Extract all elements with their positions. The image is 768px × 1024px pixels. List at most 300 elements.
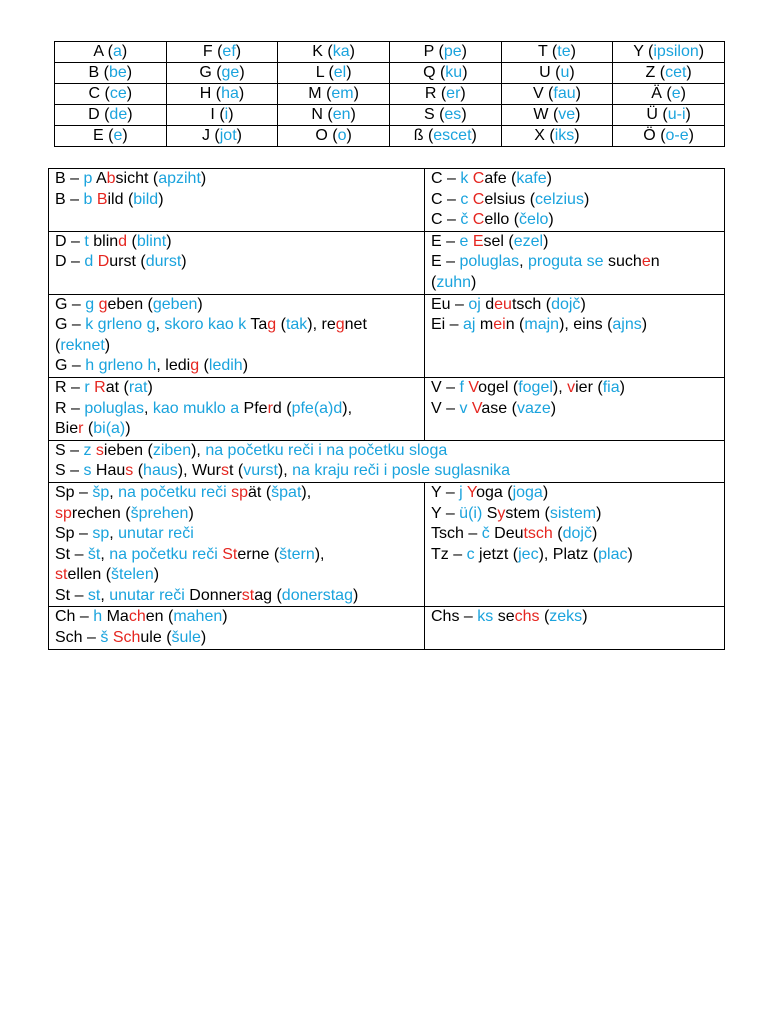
pronunciation-text: na kraju reči i posle suglasnika [292, 462, 511, 480]
pronunciation-text: z [83, 441, 92, 459]
text-run: ) [352, 586, 359, 604]
rule-line [55, 441, 718, 462]
alphabet-row [55, 42, 725, 63]
pronunciation-text: el [333, 64, 347, 81]
rule-line [55, 169, 418, 190]
rule-line [431, 524, 718, 545]
pronunciation-text: c [460, 190, 469, 208]
rule-line [55, 607, 418, 628]
highlighted-letters: B [96, 190, 108, 208]
pronunciation-text: špat [271, 483, 302, 501]
text-run: G – [55, 357, 86, 375]
rule-line [55, 419, 418, 440]
text-run: I ( [210, 106, 225, 123]
text-run: ) [188, 504, 194, 522]
pronunciation-text: st [87, 586, 101, 604]
text-run: ) [575, 85, 581, 102]
text-run: ) [550, 399, 557, 417]
text-run: V – [431, 378, 460, 396]
pronunciation-text: ledih [208, 357, 243, 375]
text-run: R ( [424, 85, 447, 102]
text-run: P ( [423, 43, 444, 60]
text-run: ) [197, 295, 203, 313]
text-run: ), Platz ( [538, 545, 599, 563]
text-run: ), Wur [177, 462, 222, 480]
text-run: net [344, 316, 367, 334]
text-run: ) [200, 170, 207, 187]
text-run: ), re [307, 316, 336, 334]
rule-line [431, 378, 718, 399]
text-run: Chs – [431, 608, 478, 626]
alphabet-cell [501, 63, 613, 84]
rule-line [55, 524, 418, 545]
rule-cell-left [49, 482, 425, 607]
text-run: Sp – [55, 483, 93, 501]
text-run: ät ( [248, 483, 272, 501]
rule-cell-left [49, 377, 425, 440]
rule-line [431, 232, 718, 253]
text-run: ) [619, 378, 625, 396]
pronunciation-text: ce [109, 85, 127, 102]
text-run: ) [574, 127, 580, 144]
rule-cell-left [49, 294, 425, 377]
text-run: St – [55, 545, 88, 563]
text-run: ) [236, 127, 242, 144]
text-run: G – [55, 295, 86, 313]
highlighted-letters: C [472, 211, 485, 229]
text-run: ) [688, 127, 694, 144]
rule-cell-right [425, 482, 725, 607]
alphabet-cell [55, 126, 167, 147]
rule-row [49, 482, 725, 607]
pronunciation-text: jec [518, 545, 539, 563]
pronunciation-text: fau [553, 85, 576, 102]
pronunciation-text: c [466, 545, 475, 563]
text-run: ier ( [575, 378, 603, 396]
rule-row [49, 231, 725, 294]
rule-line [55, 504, 418, 525]
pronunciation-text: št [87, 545, 101, 563]
pronunciation-text: f [459, 378, 464, 396]
text-run: ), [191, 441, 206, 459]
text-run: such [603, 253, 642, 271]
text-run: D – [55, 253, 85, 271]
rule-line [55, 295, 418, 316]
pronunciation-text: u [560, 64, 570, 81]
pronunciation-text: zuhn [436, 273, 472, 291]
text-run: ) [349, 43, 355, 60]
highlighted-letters: r [267, 399, 273, 417]
highlighted-letters: g [267, 316, 277, 334]
highlighted-letters: V [468, 378, 479, 396]
pronunciation-text: fia [602, 378, 620, 396]
text-run: ello ( [484, 211, 520, 229]
rule-line [431, 315, 718, 336]
pronunciation-text: a [112, 43, 122, 60]
text-run: K ( [312, 43, 333, 60]
text-run: C – [431, 211, 461, 229]
alphabet-cell [55, 63, 167, 84]
alphabet-cell [166, 42, 278, 63]
alphabet-cell [613, 105, 725, 126]
text-run: ) [641, 316, 648, 334]
pronunciation-text: kao muklo a [152, 399, 240, 417]
text-run: M ( [308, 85, 332, 102]
text-run: ) [346, 64, 352, 81]
text-run: ild ( [107, 190, 134, 208]
pronunciation-text: ge [221, 64, 240, 81]
pronunciation-text: h grleno h [85, 357, 157, 375]
pronunciation-text: bi(a) [93, 420, 126, 438]
highlighted-letters: ei [493, 316, 506, 334]
text-run: ) [228, 106, 234, 123]
text-run: ) [126, 85, 133, 102]
text-run: ) [546, 170, 552, 187]
alphabet-row [55, 105, 725, 126]
pronunciation-text: escet [433, 127, 472, 144]
text-run: Pfe [239, 399, 268, 417]
text-run: urst ( [109, 253, 146, 271]
pronunciation-text: štern [279, 545, 315, 563]
pronunciation-text: blint [136, 232, 167, 250]
text-run: ) [543, 232, 549, 250]
text-run: ) [680, 85, 686, 102]
text-run: ) [583, 190, 590, 208]
pronunciation-text: aj [463, 316, 476, 334]
pronunciation-text: haus [143, 462, 178, 480]
pronunciation-text: pfe(a)d [291, 399, 343, 417]
text-run: ) [591, 525, 598, 543]
pronunciation-text: ha [221, 85, 239, 102]
rule-line [55, 565, 418, 586]
rule-row [49, 607, 725, 649]
text-run: Ma [102, 608, 129, 626]
rule-row [49, 294, 725, 377]
alphabet-cell [278, 84, 390, 105]
pronunciation-text: čelo [519, 211, 549, 229]
pronunciation-text: kafe [516, 170, 547, 187]
pronunciation-text: plac [598, 545, 628, 563]
text-run: en ( [145, 608, 174, 626]
text-run: afe ( [484, 170, 517, 187]
text-run: eben ( [107, 295, 153, 313]
text-run: se [493, 608, 515, 626]
pronunciation-text: šprehen [130, 504, 189, 522]
pronunciation-text: dojč [551, 295, 581, 313]
text-run: ) [166, 232, 172, 250]
pronunciation-text: e [671, 85, 681, 102]
text-run: ) [153, 566, 160, 584]
rule-line [55, 628, 418, 649]
text-run: E – [431, 253, 460, 271]
rule-line [55, 252, 418, 273]
pronunciation-text: ziben [152, 441, 192, 459]
highlighted-letters: e [641, 253, 651, 271]
pronunciation-text: ü(i) [459, 504, 483, 522]
pronunciation-text: es [444, 106, 462, 123]
highlighted-letters: s [125, 462, 134, 480]
text-run: S – [55, 441, 84, 459]
pronunciation-text: k grleno g [85, 316, 156, 334]
text-run: St – [55, 586, 88, 604]
text-run: ) [242, 357, 249, 375]
highlighted-letters: g [335, 316, 345, 334]
rule-line [55, 586, 418, 607]
text-run: ellen ( [67, 566, 112, 584]
pronunciation-text: ajns [612, 316, 642, 334]
alphabet-cell [389, 42, 501, 63]
highlighted-letters: tsch [523, 525, 553, 543]
text-run: B – [55, 170, 84, 187]
pronunciation-text: r [84, 378, 90, 396]
highlighted-letters: s [95, 441, 104, 459]
pronunciation-text: g [85, 295, 95, 313]
pronunciation-text: vurst [243, 462, 278, 480]
text-run: G – [55, 316, 86, 334]
text-run: ogel ( [478, 378, 519, 396]
text-run: ) [239, 64, 245, 81]
pronunciation-text: poluglas [459, 253, 520, 271]
alphabet-cell [166, 84, 278, 105]
rule-cell-left [49, 231, 425, 294]
text-run: Ch – [55, 608, 94, 626]
text-run: E – [431, 232, 460, 250]
text-run: d [480, 295, 495, 313]
text-run: O ( [315, 127, 338, 144]
pronunciation-text: de [109, 106, 128, 123]
alphabet-row [55, 63, 725, 84]
alphabet-cell [55, 42, 167, 63]
text-run: ) [235, 43, 242, 60]
pronunciation-text: bild [133, 190, 159, 208]
alphabet-cell [55, 84, 167, 105]
pronunciation-text: šule [171, 629, 201, 647]
pronunciation-text: apziht [158, 170, 201, 187]
rule-cell-left [49, 169, 425, 232]
pronunciation-rules-table [48, 168, 725, 650]
alphabet-cell [166, 63, 278, 84]
rule-cell-right [425, 231, 725, 294]
text-run: ) [125, 420, 131, 438]
text-run: S – [55, 462, 84, 480]
text-run: Deu [489, 525, 524, 543]
pronunciation-text: b [83, 190, 93, 208]
text-run: stem ( [505, 504, 550, 522]
text-run: m [475, 316, 494, 334]
pronunciation-text: e [113, 127, 123, 144]
pronunciation-text: mahen [173, 608, 223, 626]
text-run: ) [698, 43, 705, 60]
text-run: V ( [532, 85, 554, 102]
text-run: n ( [505, 316, 525, 334]
pronunciation-text: sistem [549, 504, 597, 522]
text-run: blin [88, 232, 119, 250]
alphabet-row [55, 84, 725, 105]
text-run: Ei – [431, 316, 464, 334]
text-run: Z ( [645, 64, 666, 81]
rule-cell-right [425, 294, 725, 377]
alphabet-cell [389, 126, 501, 147]
pronunciation-text: poluglas [84, 399, 144, 417]
text-run: Ü ( [646, 106, 668, 123]
pronunciation-text: geben [152, 295, 198, 313]
alphabet-cell [501, 105, 613, 126]
text-run: erne ( [237, 545, 280, 563]
pronunciation-text: č [460, 211, 469, 229]
text-run: Ä ( [651, 85, 672, 102]
text-run: oga ( [476, 483, 513, 501]
highlighted-letters: sp [55, 504, 72, 522]
text-run: T ( [537, 43, 558, 60]
rule-cell-left [49, 607, 425, 649]
pronunciation-text: zeks [549, 608, 583, 626]
text-run: ) [569, 64, 575, 81]
alphabet-cell [55, 105, 167, 126]
text-run: ieben ( [103, 441, 153, 459]
text-run: ) [471, 273, 477, 291]
rule-line [55, 461, 718, 482]
text-run: C ( [88, 85, 110, 102]
text-run: ) [346, 127, 352, 144]
alphabet-cell [389, 105, 501, 126]
pronunciation-text: durst [145, 253, 182, 271]
pronunciation-text: cet [665, 64, 687, 81]
text-run: ) [462, 64, 468, 81]
text-run: ) [685, 106, 691, 123]
text-run: Donner [184, 586, 242, 604]
text-run: , [519, 253, 528, 271]
pronunciation-text: š [100, 629, 109, 647]
text-run: Q ( [423, 64, 446, 81]
pronunciation-text: e [459, 232, 469, 250]
highlighted-letters: R [94, 378, 106, 396]
alphabet-cell [166, 105, 278, 126]
pronunciation-text: proguta se [527, 253, 604, 271]
pronunciation-text: iks [554, 127, 575, 144]
rule-line [55, 378, 418, 399]
text-run: ) [350, 106, 356, 123]
text-run: ( [431, 273, 437, 291]
text-run: ) [147, 378, 153, 396]
highlighted-letters: Y [466, 483, 477, 501]
text-run: ) [222, 608, 228, 626]
text-run: ) [461, 106, 467, 123]
rule-row [49, 440, 725, 482]
rule-line [431, 210, 718, 231]
highlighted-letters: St [222, 545, 238, 563]
text-run: ule ( [140, 629, 172, 647]
rule-line [431, 295, 718, 316]
text-run: ) [471, 127, 477, 144]
pronunciation-text: joga [512, 483, 543, 501]
rule-line [55, 356, 418, 377]
highlighted-letters: d [118, 232, 128, 250]
text-run: ( [552, 525, 563, 543]
text-run: Eu – [431, 295, 469, 313]
text-run: ) [580, 295, 586, 313]
pronunciation-text: s [83, 462, 92, 480]
text-run: ) [181, 253, 187, 271]
highlighted-letters: ch [128, 608, 146, 626]
highlighted-letters: y [497, 504, 506, 522]
text-run: , [109, 525, 119, 543]
text-run: W ( [533, 106, 559, 123]
pronunciation-text: dojč [562, 525, 592, 543]
alphabet-cell [278, 105, 390, 126]
text-run: ) [122, 127, 128, 144]
text-run: D – [55, 232, 85, 250]
text-run: ), [314, 545, 325, 563]
pronunciation-text: v [459, 399, 468, 417]
highlighted-letters: eu [494, 295, 512, 313]
text-run: S [482, 504, 498, 522]
text-run: ), [342, 399, 353, 417]
pronunciation-text: fogel [518, 378, 553, 396]
alphabet-cell [389, 84, 501, 105]
pronunciation-text: tak [285, 316, 308, 334]
text-run: ase ( [481, 399, 517, 417]
text-run: , ledi [156, 357, 191, 375]
pronunciation-text: u-i [667, 106, 686, 123]
alphabet-cell [389, 63, 501, 84]
highlighted-letters: Sch [112, 629, 141, 647]
rule-cell-full [49, 440, 725, 482]
pronunciation-text: reknet [60, 336, 105, 354]
text-run: sicht ( [115, 170, 159, 187]
highlighted-letters: g [190, 357, 200, 375]
pronunciation-text: na početku reči i na početku sloga [205, 441, 448, 459]
alphabet-cell [613, 42, 725, 63]
alphabet-cell [501, 84, 613, 105]
text-run: J ( [201, 127, 220, 144]
highlighted-letters: sp [231, 483, 249, 501]
pronunciation-text: k [460, 170, 469, 187]
pronunciation-text: h [93, 608, 103, 626]
text-run: ), [277, 462, 293, 480]
pronunciation-text: ka [332, 43, 350, 60]
text-run: N ( [311, 106, 333, 123]
text-run: Sp – [55, 525, 93, 543]
pronunciation-text: ku [445, 64, 463, 81]
pronunciation-text: štelen [111, 566, 154, 584]
text-run: ) [596, 504, 602, 522]
rule-cell-right [425, 377, 725, 440]
pronunciation-text: na početku reči [118, 483, 227, 501]
pronunciation-text: j [459, 483, 463, 501]
text-run: ( [199, 357, 209, 375]
pronunciation-text: ve [558, 106, 576, 123]
text-run: , [155, 316, 165, 334]
text-run: Bie [55, 420, 79, 438]
text-run: , [109, 483, 119, 501]
text-run: ( [55, 336, 61, 354]
pronunciation-text: šp [92, 483, 110, 501]
text-run: Y – [431, 504, 460, 522]
text-run: ( [127, 232, 137, 250]
text-run: S ( [423, 106, 445, 123]
text-run: ) [104, 336, 111, 354]
text-run: , [100, 586, 110, 604]
text-run: ) [461, 43, 467, 60]
text-run: d ( [272, 399, 292, 417]
text-run: Ta [246, 316, 268, 334]
rule-row [49, 377, 725, 440]
text-run: ), [301, 483, 312, 501]
pronunciation-text: pe [443, 43, 462, 60]
alphabet-cell [501, 42, 613, 63]
alphabet-cell [278, 126, 390, 147]
text-run: ( [133, 462, 144, 480]
